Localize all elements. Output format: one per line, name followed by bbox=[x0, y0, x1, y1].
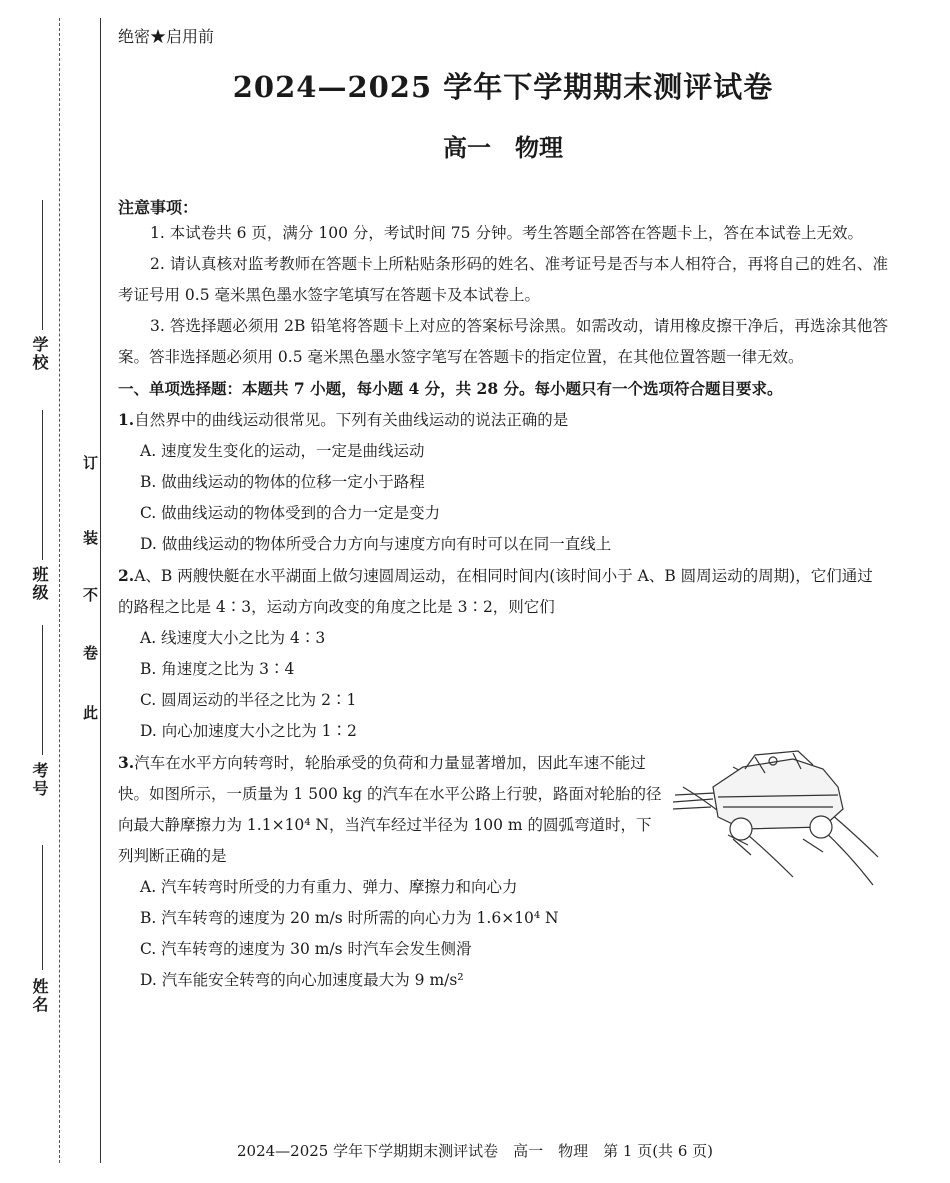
binding-margin bbox=[0, 0, 100, 1183]
option-d: D. 汽车能安全转弯的向心加速度最大为 9 m/s² bbox=[140, 971, 464, 989]
note-item: 3. 答选择题必须用 2B 铅笔将答题卡上对应的答案标号涂黑。如需改动，请用橡皮擦干净后，再选涂其他答案。答非选择题必须用 0.5 毫米黑色墨水签字笔写在答题卡的指定位置，在其他位置答题一律无效。 bbox=[118, 317, 888, 366]
exam-no-write-line bbox=[42, 625, 43, 755]
option-c: C. 圆周运动的半径之比为 2∶1 bbox=[140, 691, 357, 709]
school-label: 学校 bbox=[30, 336, 49, 372]
seal-char: 卷 bbox=[81, 645, 99, 660]
option-b: B. 做曲线运动的物体的位移一定小于路程 bbox=[140, 473, 425, 491]
dashed-cut-line bbox=[59, 18, 60, 1163]
seal-char: 此 bbox=[81, 705, 99, 720]
question-number: 3. bbox=[118, 753, 135, 772]
exam-no-label: 考号 bbox=[30, 762, 49, 798]
section-heading: 一、单项选择题：本题共 7 小题，每小题 4 分，共 28 分。每小题只有一个选项符合题目要求。 bbox=[118, 379, 783, 398]
option-d: D. 向心加速度大小之比为 1∶2 bbox=[140, 722, 357, 740]
seal-char: 订 bbox=[81, 455, 99, 470]
question-number: 2. bbox=[118, 566, 135, 585]
question-stem: 自然界中的曲线运动很常见。下列有关曲线运动的说法正确的是 bbox=[134, 411, 569, 429]
note-item: 1. 本试卷共 6 页，满分 100 分，考试时间 75 分钟。考生答题全部答在答题卡上，答在本试卷上无效。 bbox=[150, 224, 863, 242]
option-b: B. 角速度之比为 3∶4 bbox=[140, 660, 295, 678]
option-a: A. 速度发生变化的运动，一定是曲线运动 bbox=[140, 442, 425, 460]
question-1 bbox=[118, 404, 888, 560]
option-b: B. 汽车转弯的速度为 20 m/s 时所需的向心力为 1.6×10⁴ N bbox=[140, 909, 559, 927]
question-2 bbox=[118, 560, 888, 747]
school-write-line bbox=[42, 200, 43, 330]
seal-char: 装 bbox=[81, 530, 99, 545]
class-label: 班级 bbox=[30, 566, 49, 602]
exam-subtitle: 高一 物理 bbox=[443, 133, 563, 162]
question-3 bbox=[118, 747, 888, 996]
name-label: 姓名 bbox=[30, 978, 49, 1014]
question-number: 1. bbox=[118, 410, 135, 429]
car-turning-illustration bbox=[673, 747, 883, 887]
option-d: D. 做曲线运动的物体所受合力方向与速度方向有时可以在同一直线上 bbox=[140, 535, 612, 553]
page-footer: 2024—2025 学年下学期期末测评试卷 高一 物理 第 1 页(共 6 页) bbox=[237, 1142, 713, 1160]
option-c: C. 做曲线运动的物体受到的合力一定是变力 bbox=[140, 504, 441, 522]
question-stem: 汽车在水平方向转弯时，轮胎承受的负荷和力量显著增加，因此车速不能过快。如图所示，一质量为 1 500 kg 的汽车在水平公路上行驶，路面对轮胎的径向最大静摩擦力为 1.1×10⁴ N，当汽车经过半径为 100 m 的圆弧弯道时，下列判断正确的是 bbox=[118, 754, 662, 865]
seal-char: 不 bbox=[81, 587, 99, 602]
class-write-line bbox=[42, 410, 43, 560]
option-a: A. 汽车转弯时所受的力有重力、弹力、摩擦力和向心力 bbox=[140, 878, 518, 896]
option-c: C. 汽车转弯的速度为 30 m/s 时汽车会发生侧滑 bbox=[140, 940, 472, 958]
question-stem: A、B 两艘快艇在水平湖面上做匀速圆周运动，在相同时间内(该时间小于 A、B 圆周运动的周期)，它们通过的路程之比是 4∶3，运动方向改变的角度之比是 3∶2，则它们 bbox=[118, 567, 873, 616]
exam-content bbox=[118, 24, 888, 996]
exam-title: 2024—2025 学年下学期期末测评试卷 bbox=[232, 70, 774, 104]
name-write-line bbox=[42, 845, 43, 970]
notes-heading: 注意事项： bbox=[118, 198, 199, 217]
secret-mark: 绝密★启用前 bbox=[118, 27, 215, 46]
option-a: A. 线速度大小之比为 4∶3 bbox=[140, 629, 326, 647]
note-item: 2. 请认真核对监考教师在答题卡上所粘贴条形码的姓名、准考证号是否与本人相符合，再将自己的姓名、准考证号用 0.5 毫米黑色墨水签字笔填写在答题卡及本试卷上。 bbox=[118, 255, 888, 304]
